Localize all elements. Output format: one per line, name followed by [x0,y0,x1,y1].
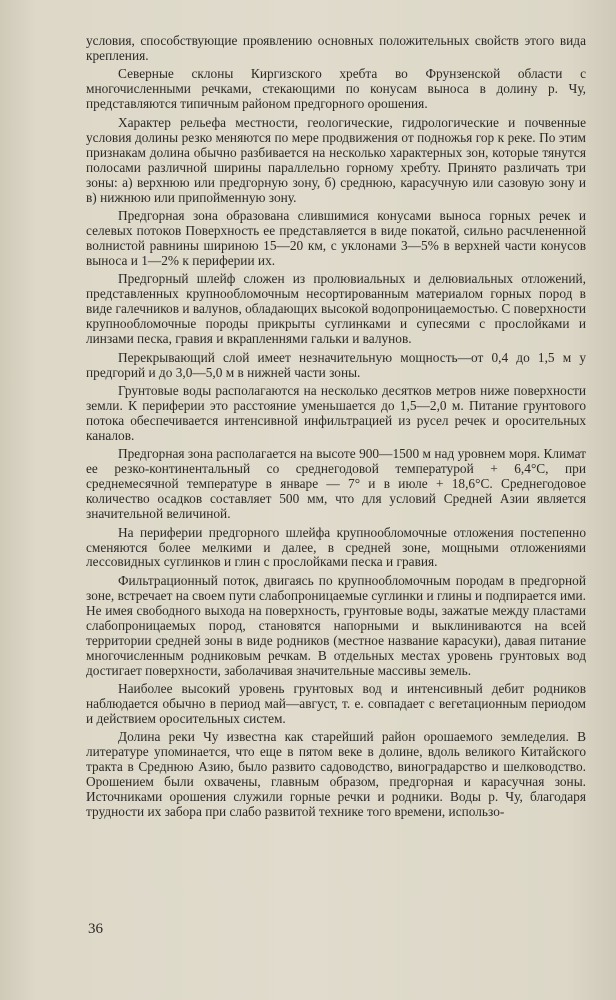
paragraph: На периферии предгорного шлейфа крупнообломочные отложения постепенно сменяются более мелкими и далее, в средней зоне, мощными отложениями лессовидных суглинков и глин с прослойками песка и гравия. [86,524,586,570]
paragraph: Северные склоны Киргизского хребта во Фрунзенской области с многочисленными речками, стекающими по конусам выноса в долину р. Чу, представляются типичным районом предгорного орошения. [86,66,586,112]
paragraph: Предгорный шлейф сложен из пролювиальных и делювиальных отложений, представленных крупнообломочным несортированным материалом горных пород в виде галечников и валунов, обладающих высокой водопроницаемостью. С поверхности крупнообломочные породы прикрыты суглинками и супесями с прослойками и линзами песка, гравия и вкрапленнями гальки и валунов. [86,271,586,347]
paragraph: Предгорная зона располагается на высоте 900—1500 м над уровнем моря. Климат ее резко-континентальный со среднегодовой температурой + 6,4°С, при среднемесячной температуре в январе — 7° и в июле + 18,6°С. Среднегодовое количество осадков составляет 500 мм, что для условий Средней Азии является значительной величиной. [86,446,586,522]
paragraph: Грунтовые воды располагаются на несколько десятков метров ниже поверхности земли. К периферии это расстояние уменьшается до 1,5—2,0 м. Питание грунтового потока обеспечивается интенсивной инфильтрацией из русел речек и оросительных каналов. [86,382,586,443]
paragraph: Характер рельефа местности, геологические, гидрологические и почвенные условия долины резко меняются по мере продвижения от подножья гор к реке. По этим признакам долина обычно разбивается на несколько характерных зон, которые тянутся полосами различной ширины параллельно горному хребту. Принято различать три зоны: а) верхнюю или предгорную зону, б) среднюю, карасучную или сазовую зону и в) нижнюю или припойменную зону. [86,114,586,205]
body-text [86,34,586,824]
paragraph: Фильтрационный поток, двигаясь по крупнообломочным породам в предгорной зоне, встречает на своем пути слабопроницаемые суглинки и глины и подпирается ими. Не имея свободного выхода на поверхность, грунтовые воды, зажатые между пластами слабопроницаемых пород, становятся напорными и выклиниваются на всей территории средней зоны в виде родников (местное название карасуки), давая питание многочисленным родниковым речкам. В отдельных местах уровень грунтовых вод достигает поверхности, заболачивая значительные массивы земель. [86,572,586,678]
paragraph: Наиболее высокий уровень грунтовых вод и интенсивный дебит родников наблюдается обычно в период май—август, т. е. совпадает с вегетационным периодом и действием оросительных систем. [86,681,586,726]
paragraph: Долина реки Чу известна как старейший район орошаемого земледелия. В литературе упоминается, что еще в пятом веке в долине, вдоль великого Китайского тракта в Среднюю Азию, было развито садоводство, виноградарство и шелководство. Орошением были охвачены, главным образом, предгорная и карасучная зоны. Источниками орошения служили горные речки и родники. Воды р. Чу, благодаря трудности их забора при слабо развитой технике того времени, использо- [86,729,586,820]
page-number: 36 [88,921,103,937]
paragraph: Предгорная зона образована слившимися конусами выноса горных речек и селевых потоков Поверхность ее представляется в виде покатой, сильно расчлененной волнистой равнины шириною 15—20 км, с уклонами 3—5% в верхней части конусов выноса и 1—2% к периферии их. [86,207,586,268]
paragraph: Перекрывающий слой имеет незначительную мощность—от 0,4 до 1,5 м у предгорий и до 3,0—5,0 м в нижней части зоны. [86,349,586,380]
paragraph-continuation: условия, способствующие проявлению основных положительных свойств этого вида крепления. [86,33,586,63]
